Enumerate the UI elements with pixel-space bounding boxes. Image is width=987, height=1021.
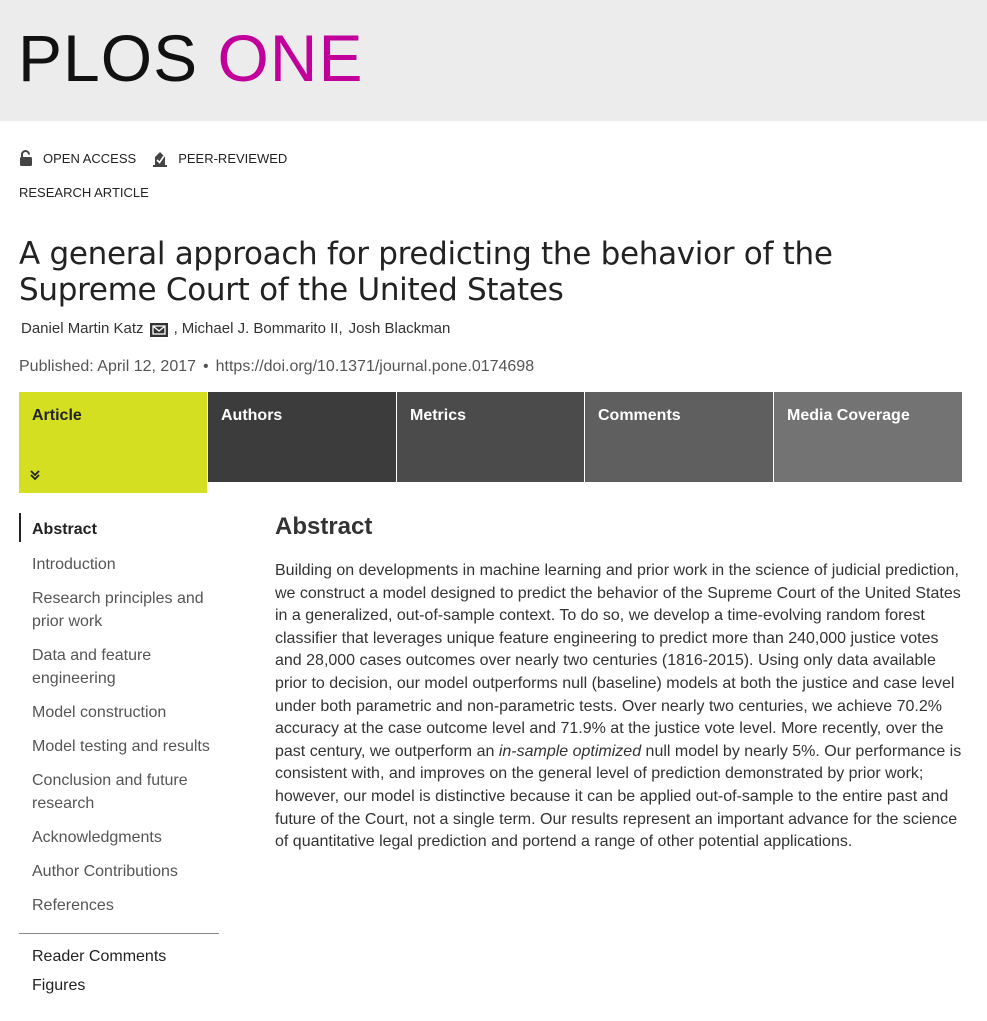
abstract-text-part: Building on developments in machine learning and prior work in the science of judicial prediction, we construct a model designed to predict the behavior of the Supreme Court of the United States in a generalized, out-of-sample context. To do so, we develop a time-evolving random forest classifier that leverages unique feature engineering to predict more than 240,000 justice votes and 28,000 cases outcomes over nearly two centuries (1816-2015). Using only data available prior to decision, our model outperforms null (baseline) models at both the justice and case level under both parametric and non-parametric tests. Over nearly two centuries, we achieve 70.2% accuracy at the case outcome level and 71.9% at the justice vote level. More recently, over the past century, we outperform an: [275, 562, 961, 760]
plos-one-logo[interactable]: [18, 22, 363, 94]
nav-item-model-testing[interactable]: Model testing and results: [32, 738, 210, 755]
logo-one: ONE: [217, 21, 364, 95]
peer-reviewed-label: PEER-REVIEWED: [178, 150, 288, 166]
nav-item-model-construction[interactable]: Model construction: [32, 704, 167, 721]
separator-dot: •: [203, 358, 209, 375]
nav-divider: [19, 933, 219, 934]
figures-link[interactable]: Figures: [32, 977, 86, 994]
publication-info: [19, 358, 534, 376]
tab-authors[interactable]: [208, 392, 396, 482]
tab-label: Metrics: [410, 407, 467, 424]
abstract-text-italic: in-sample optimized: [498, 742, 642, 760]
article-badges: [19, 148, 303, 168]
tab-label: Media Coverage: [787, 407, 910, 424]
logo-plos: PLOS: [18, 21, 199, 95]
tab-label: Article: [32, 407, 82, 424]
email-icon[interactable]: [150, 323, 168, 337]
unlock-icon: [19, 150, 33, 166]
author-name[interactable]: Michael J. Bommarito II,: [181, 320, 343, 337]
nav-item-references[interactable]: References: [32, 897, 114, 914]
open-access-label: OPEN ACCESS: [43, 150, 137, 166]
nav-item-data-feature-engineering[interactable]: Data and feature engineering: [32, 647, 152, 687]
tab-metrics[interactable]: [397, 392, 584, 482]
nav-item-abstract[interactable]: Abstract: [19, 513, 219, 542]
article-type: RESEARCH ARTICLE: [19, 185, 149, 200]
tab-label: Comments: [598, 407, 681, 424]
tab-label: Authors: [221, 407, 283, 424]
peer-reviewed-icon: [152, 149, 168, 167]
double-chevron-down-icon: [29, 469, 41, 481]
section-nav: [19, 513, 219, 917]
author-name[interactable]: Daniel Martin Katz: [21, 320, 144, 337]
article-tabs: [19, 392, 962, 493]
nav-item-acknowledgments[interactable]: Acknowledgments: [32, 829, 162, 846]
tab-comments[interactable]: [585, 392, 773, 482]
nav-item-author-contributions[interactable]: Author Contributions: [32, 863, 178, 880]
author-name[interactable]: Josh Blackman: [348, 320, 451, 337]
nav-item-introduction[interactable]: Introduction: [32, 556, 116, 573]
doi-link[interactable]: https://doi.org/10.1371/journal.pone.0174698: [215, 358, 535, 375]
author-list: [21, 320, 450, 337]
published-date: Published: April 12, 2017: [19, 358, 197, 375]
abstract-heading: Abstract: [275, 513, 373, 540]
nav-item-conclusion[interactable]: Conclusion and future research: [32, 772, 188, 812]
tab-article[interactable]: [19, 392, 207, 493]
nav-item-research-principles[interactable]: Research principles and prior work: [32, 590, 204, 630]
abstract-text-part: null model by nearly 5%. Our performance is consistent with, and improves on the general level of prediction demonstrated by prior work; however, our model is distinctive because it can be applied out-of-sample to the entire past and future of the Court, not a single term. Our results represent an important advance for the science of quantitative legal prediction and portend a range of other potential applications.: [275, 742, 962, 851]
abstract-text: [275, 560, 965, 854]
tab-media-coverage[interactable]: [774, 392, 962, 482]
article-title: A general approach for predicting the behavior of the Supreme Court of the United States: [19, 236, 833, 308]
author-separator: ,: [173, 320, 178, 337]
site-header: [0, 0, 987, 121]
reader-comments-link[interactable]: Reader Comments: [32, 948, 167, 965]
open-access-badge[interactable]: [19, 150, 136, 166]
peer-reviewed-badge[interactable]: [152, 149, 287, 167]
